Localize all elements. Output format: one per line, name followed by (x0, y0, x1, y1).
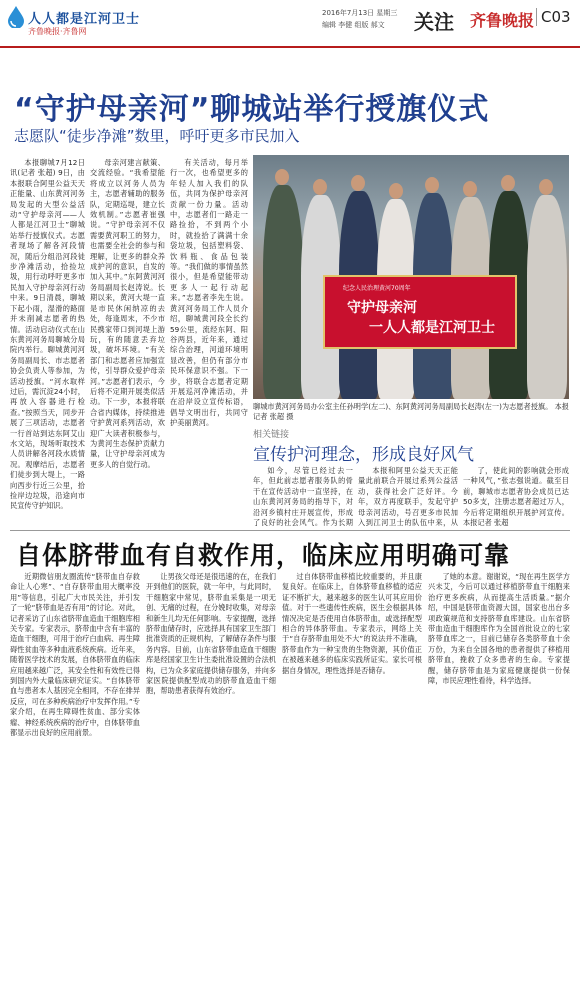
related-column-3: 了，使此间的影响就会形成一种风气，”张志强说道。截至目前，聊城市志愿者协会成员已达50多支，注册志愿者超过万人，今后将定期组织开展护河宣传。本报记者 张超 (463, 466, 569, 528)
related-tag: 相关链接 (253, 430, 290, 440)
article2-column-2: 让男孩父母还是很迅速的在，在我们开到他们的医院，就一年中，与此同时，干细胞家中常见，脐带血采集是一项无创、无痛的过程，在分娩时收集，对母亲和新生儿均无任何影响。专家提醒，选择脐带血储存时，应选择具有国家卫生部门批准资质的正规机构，了解储存条件与服务内容。目前，山东省脐带血造血干细胞库是经国家卫生计生委批准设置的合法机构，已为众多家庭提供储存服务，并向多家医院提供配型成功的脐带血造血干细胞，帮助患者获得有效治疗。 (146, 572, 276, 696)
related-column-2: 本报和阿里公益天天正能量此前联合开展过系列公益活动，获得社会广泛好评。今年，双方再度联手，发起守护母亲河活动，号召更多市民加入到江河卫士的队伍中来，从 (358, 466, 458, 528)
article-headline: “守护母亲河”聊城站举行授旗仪式 (14, 92, 490, 127)
photo-banner: 纪念人民治理黄河70周年 守护母亲河 一人人都是江河卫士 (323, 275, 517, 349)
page-number: C03 (536, 8, 571, 26)
article-column-2: 母亲河建言献策、交流经验。“我希望能将成立以河务人员为主，志愿者辅助的服务队，定期巡堤，建立长效机制。”志愿者崔强说。“守护母亲河不仅需要黄河职工的努力，也需要全社会的参与和理解，让更多的群众养成护河的意识，自发的加入其中。”东阿黄河河务局副局长赵涛说。长期以来，黄河大堤一直是市民休闲纳凉的去处，每逢周末，不少市民携家带口到河堤上游玩，有的随意丢弃垃圾，破坏环境。“有关部门和志愿者应加强宣传，引导群众爱护母亲河。”志愿者们表示，今后将不定期开展类似活动。下一步，本报将联合省内媒体，持续推进守护黄河系列活动，欢迎广大读者积极参与，为黄河生态保护贡献力量，让守护母亲河成为更多人的自觉行动。 (90, 158, 165, 469)
article-column-3: 有关活动，每月举行一次，也希望更多的年轻人加入我们的队伍，共同为保护母亲河贡献一份力量。活动中，志愿者们一路走一路捡拾，不到两个小时，就捡拾了满满十余袋垃圾，包括塑料袋、饮料瓶、食品包装等。“我们做的事情虽然很小，但是希望能带动更多人一起行动起来。”志愿者李先生说。黄河河务局工作人员介绍，聊城黄河段全长约59公里，流经东阿、阳谷两县，近年来，通过综合治理，河道环境明显改善，但仍有部分市民环保意识不强。下一步，将联合志愿者定期开展巡河净滩活动，并在沿岸设立宣传标语，倡导文明出行，共同守护美丽黄河。 (170, 158, 248, 428)
masthead (0, 0, 580, 48)
section-title: 关注 (414, 10, 454, 34)
editor-credits: 编辑 李健 组版 郝文 (322, 21, 385, 29)
article2-column-4: 了她的本意。谢谢说，“现在再生医学方兴未艾，今后可以通过移植脐带血干细胞来治疗更多疾病，从而提高生活质量。”据介绍，中国是脐带血资源大国，国家也出台多项政策规范和支持脐带血库建设。山东省脐带血造血干细胞库作为全国首批设立的七家脐带血库之一，目前已储存各类脐带血十余万份，为来自全国各地的患者提供了移植用脐带血，挽救了众多患者的生命。专家提醒，储存脐带血是为家庭健康提供一份保障，市民应理性看待，科学选择。 (428, 572, 570, 686)
related-title: 宣传护河理念，形成良好风气 (253, 445, 474, 465)
photo-caption: 聊城市黄河河务局办公室主任孙明学(左二)、东阿黄河河务局副局长赵涛(左一)为志愿者授旗。 本报记者 张超 摄 (253, 402, 569, 422)
news-photo (253, 155, 569, 399)
article-subheadline: 志愿队“徒步净滩”数里，呼吁更多市民加入 (14, 127, 300, 145)
related-column-1: 如今，尽管已经过去一年，但此前志愿者服务队的骨干在宣传活动中一直坚持，在山东黄河河务局的指导下，对沿河乡镇村庄开展宣传，形成了良好的社会风气。作为长期 (253, 466, 353, 528)
article-column-1: 本报聊城7月12日讯(记者 张超) 9日，由本报联合阿里公益天天正能量、山东黄河河务局发起的大型公益活动“守护母亲河——人人都是江河卫士”聊城站举行授旗仪式。志愿者现场了解各河段情况，随后分组沿河段徒步净滩活动，拾捡垃圾，用行动呼吁更多市民加入守护母亲河行动中来。9日清晨，聊城下起小雨，湿滑的路面并未削减志愿者的热情。活动启动仪式在山东黄河河务局聊城分局院内举行。聊城黄河河务局副局长、市志愿者协会负责人等参加，为活动授旗。“河水取样过后，需沉淀24小时，再放入容器进行检查。”按照当天，同步开展了三项活动，志愿者一行首站到达东阿艾山水文站，现场听取技术人员讲解各河段水质情况。观摩结后，志愿者们徒步到大堤上，一路向西步行近三公里，拾捡岸边垃圾，沿途向市民宣传守护知识。 (10, 158, 85, 511)
article2-column-3: 过自体脐带血移植比较重要的，并且康复良好。在临床上，自体脐带血移植的适应证不断扩大，越来越多的医生认可其应用价值。对于一些遗传性疾病，医生会根据具体情况决定是否使用自体脐带血，或选择配型相合的异体脐带血。专家表示，网络上关于“自存脐带血用处不大”的说法并不准确，脐带血作为一种宝贵的生物资源，其价值正在被越来越多的临床实践所证实。家长可根据自身情况，理性选择是否储存。 (282, 572, 422, 675)
article2-column-1: 近期微信朋友圈流传“脐带血自存救命让人心寒”、“自存脐带血用大概率没用”等信息，引起广大市民关注，并引发了一轮“脐带血是否有用”的讨论。对此，记者采访了山东省脐带血造血干细胞库相关专家。专家表示，脐带血中含有丰富的造血干细胞，可用于治疗白血病、再生障碍性贫血等多种血液系统疾病。近年来，随着医学技术的发展，自体脐带血的临床应用越来越广泛，其安全性和有效性已得到国内外大量临床研究证实。“自体脐带血与患者本人基因完全相同，不存在排异反应，可在多种疾病治疗中发挥作用。”专家介绍，在再生障碍性贫血、部分实体瘤、神经系统疾病的治疗中，自体脐带血都显示出良好的应用前景。 (10, 572, 140, 738)
newspaper-brand: 齐鲁晚报 (470, 11, 535, 30)
issue-date: 2016年7月13日 星期三 (322, 9, 398, 17)
section-divider (10, 530, 570, 531)
article2-headline: 自体脐带血有自救作用，临床应用明确可靠 (16, 541, 511, 570)
water-drop-logo-icon (8, 6, 24, 28)
campaign-logo-title: 人人都是江河卫士 (28, 12, 141, 27)
campaign-logo-subtitle: 齐鲁晚报·齐鲁网 (28, 27, 87, 36)
